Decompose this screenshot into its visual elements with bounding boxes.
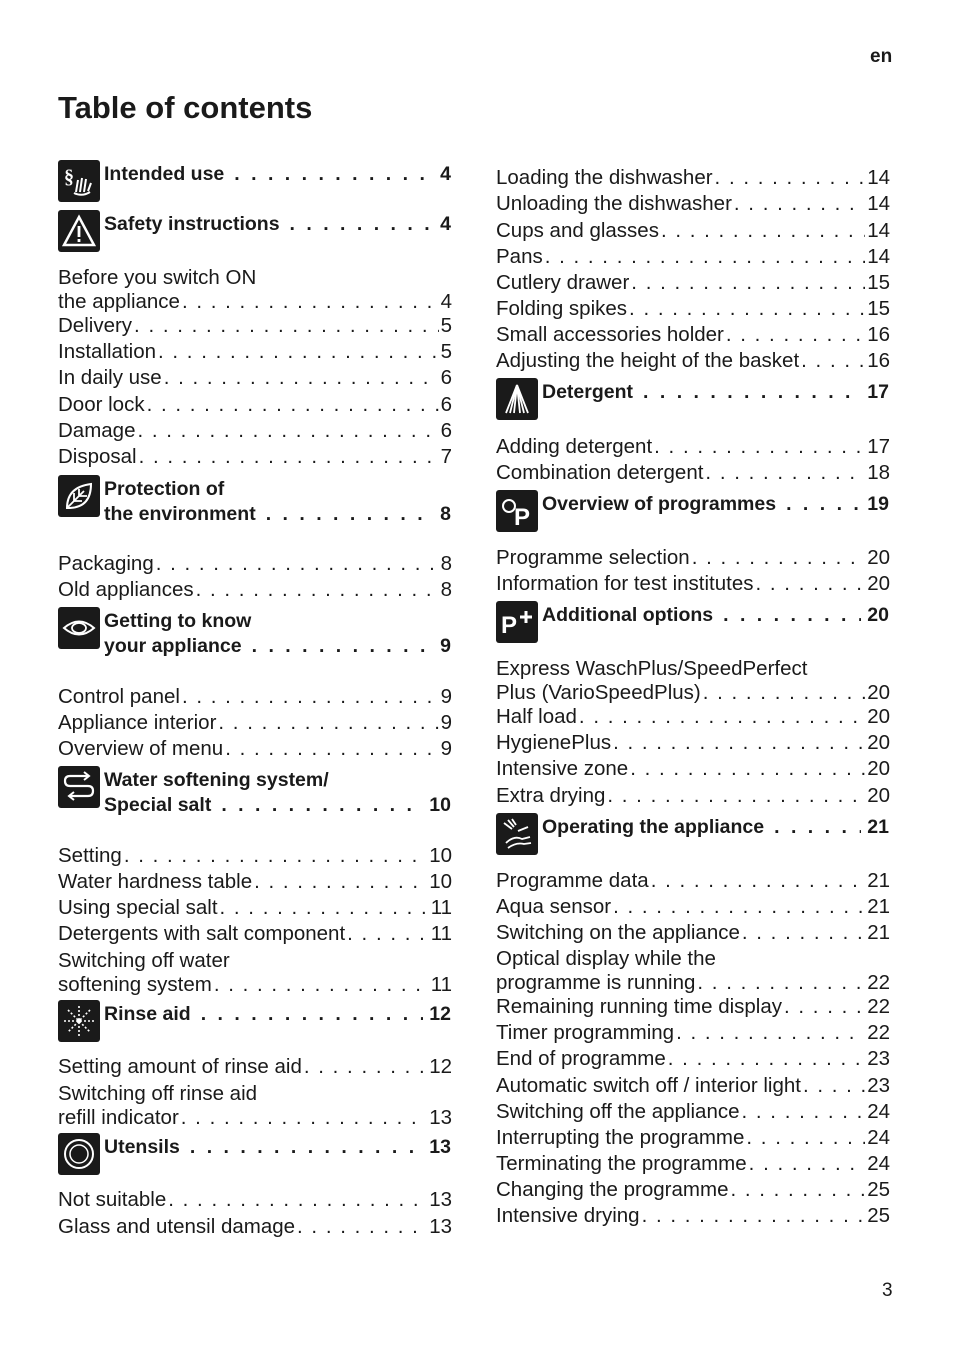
page-number: 8 xyxy=(440,503,451,525)
toc-entry-control-panel[interactable] xyxy=(58,685,452,709)
toc-section-safety[interactable] xyxy=(58,212,452,237)
section-title: Detergent xyxy=(542,381,634,403)
toc-entry-express-wasch[interactable] xyxy=(496,657,890,705)
toc-section-operating[interactable] xyxy=(496,815,890,840)
entry-label: Information for test institutes xyxy=(496,572,754,595)
entry-label: refill indicator xyxy=(58,1106,179,1129)
entry-label: Detergents with salt component xyxy=(58,922,346,945)
page-number: 12 xyxy=(429,1055,452,1078)
page-number: 22 xyxy=(867,1021,890,1044)
warning-triangle-icon xyxy=(58,210,100,252)
entry-label-line1: Switching off rinse aid xyxy=(58,1082,258,1105)
entry-label: Door lock xyxy=(58,393,145,416)
page-number: 20 xyxy=(867,757,890,780)
page-number: 12 xyxy=(429,1003,451,1025)
entry-label: Setting amount of rinse aid xyxy=(58,1055,302,1078)
page-number: 17 xyxy=(867,435,890,458)
page-number: 23 xyxy=(867,1047,890,1070)
toc-entry-cutlery-drawer[interactable] xyxy=(496,271,890,295)
entry-label: Extra drying xyxy=(496,784,606,807)
page-number: 20 xyxy=(867,546,890,569)
toc-entry-overview-menu[interactable] xyxy=(58,737,452,761)
eye-icon xyxy=(58,607,100,649)
entry-label: Half load xyxy=(496,705,577,728)
toc-entry-glass-damage[interactable] xyxy=(58,1215,452,1239)
entry-label: softening system xyxy=(58,973,212,996)
page-number: 22 xyxy=(867,971,890,994)
toc-section-intended-use[interactable] xyxy=(58,162,452,187)
toc-entry-half-load[interactable] xyxy=(496,705,890,729)
entry-label: Damage xyxy=(58,419,136,442)
page-number-footer: 3 xyxy=(882,1280,893,1301)
entry-label: Interrupting the programme xyxy=(496,1126,745,1149)
page-number: 14 xyxy=(867,192,890,215)
toc-entry-terminating[interactable] xyxy=(496,1152,890,1176)
section-title-line1: Getting to know xyxy=(104,610,252,632)
page-number: 9 xyxy=(440,711,452,734)
toc-entry-basket-height[interactable] xyxy=(496,349,890,373)
page-number: 8 xyxy=(440,552,452,575)
toc-entry-adding-detergent[interactable] xyxy=(496,435,890,459)
page-number: 4 xyxy=(440,213,451,235)
entry-label: Combination detergent xyxy=(496,461,704,484)
toc-entry-detergents-salt[interactable] xyxy=(58,922,452,946)
entry-label: the appliance xyxy=(58,290,180,313)
entry-label: Delivery xyxy=(58,314,133,337)
page-number: 13 xyxy=(429,1136,451,1158)
entry-label: Small accessories holder xyxy=(496,323,724,346)
toc-entry-small-accessories[interactable] xyxy=(496,323,890,347)
page-number: 18 xyxy=(867,461,890,484)
language-code: en xyxy=(870,46,893,67)
detergent-icon xyxy=(496,378,538,420)
entry-label: In daily use xyxy=(58,366,162,389)
page-number: 17 xyxy=(867,381,889,403)
toc-section-utensils[interactable] xyxy=(58,1135,452,1160)
toc-entry-extra-drying[interactable] xyxy=(496,784,890,808)
section-title: Overview of programmes xyxy=(542,493,777,515)
page-number: 20 xyxy=(867,731,890,754)
page-number: 11 xyxy=(430,896,452,919)
toc-entry-intensive-zone[interactable] xyxy=(496,757,890,781)
entry-label-line1: Switching off water xyxy=(58,949,230,972)
toc-entry-rinse-off[interactable] xyxy=(58,1082,452,1130)
page-number: 14 xyxy=(867,245,890,268)
page-number: 10 xyxy=(429,870,452,893)
section-title: the environment xyxy=(104,503,256,525)
entry-label: Unloading the dishwasher xyxy=(496,192,732,215)
entry-label: Switching on the appliance xyxy=(496,921,740,944)
section-title: Special salt xyxy=(104,794,212,816)
toc-entry-aqua-sensor[interactable] xyxy=(496,895,890,919)
entry-label: Pans xyxy=(496,245,543,268)
entry-label: Intensive drying xyxy=(496,1204,640,1227)
section-title-line1: Water softening system/ xyxy=(104,769,329,791)
entry-label: End of programme xyxy=(496,1047,666,1070)
page-number: 15 xyxy=(867,297,890,320)
toc-entry-switch-off-water[interactable] xyxy=(58,949,452,997)
water-softening-icon xyxy=(58,766,100,808)
entry-label: Overview of menu xyxy=(58,737,224,760)
toc-entry-switch-on[interactable] xyxy=(496,921,890,945)
entry-label: Changing the programme xyxy=(496,1178,729,1201)
toc-entry-timer[interactable] xyxy=(496,1021,890,1045)
toc-entry-loading[interactable] xyxy=(496,166,890,190)
page-number: 20 xyxy=(867,572,890,595)
section-title: Intended use xyxy=(104,163,225,185)
page-number: 24 xyxy=(867,1100,890,1123)
page-number: 14 xyxy=(867,166,890,189)
page-number: 10 xyxy=(429,844,452,867)
entry-label: Packaging xyxy=(58,552,154,575)
toc-section-rinse-aid[interactable] xyxy=(58,1002,452,1027)
page-number: 21 xyxy=(867,816,889,838)
entry-label: Glass and utensil damage xyxy=(58,1215,296,1238)
toc-section-detergent[interactable] xyxy=(496,380,890,405)
page-number: 6 xyxy=(440,366,452,389)
svg-text:P: P xyxy=(514,504,531,528)
page-number: 25 xyxy=(867,1178,890,1201)
page-number: 11 xyxy=(430,922,452,945)
toc-entry-combination-detergent[interactable] xyxy=(496,461,890,485)
entry-label-line1: Optical display while the xyxy=(496,947,716,970)
toc-entry-not-suitable[interactable] xyxy=(58,1188,452,1212)
page-number: 6 xyxy=(440,393,452,416)
toc-entry-setting[interactable] xyxy=(58,844,452,868)
entry-label: Loading the dishwasher xyxy=(496,166,713,189)
toc-entry-optical-display[interactable] xyxy=(496,947,890,995)
page-number: 20 xyxy=(867,784,890,807)
entry-label: Terminating the programme xyxy=(496,1152,747,1175)
entry-label: Setting xyxy=(58,844,122,867)
entry-label: Using special salt xyxy=(58,896,218,919)
toc-entry-programme-selection[interactable] xyxy=(496,546,890,570)
entry-label: Folding spikes xyxy=(496,297,628,320)
section-title: Additional options xyxy=(542,604,714,626)
toc-entry-water-hardness[interactable] xyxy=(58,870,452,894)
entry-label: Plus (VarioSpeedPlus) xyxy=(496,681,701,704)
section-title: Operating the appliance xyxy=(542,816,765,838)
sparkle-icon xyxy=(58,1000,100,1042)
entry-label: Automatic switch off / interior light xyxy=(496,1074,801,1097)
page-number: 23 xyxy=(867,1074,890,1097)
section-title: your appliance xyxy=(104,635,242,657)
page-number: 7 xyxy=(440,445,452,468)
toc-entry-packaging[interactable] xyxy=(58,552,452,576)
page-number: 21 xyxy=(867,921,890,944)
page-number: 20 xyxy=(867,604,889,626)
section-title: Utensils xyxy=(104,1136,180,1158)
page-number: 24 xyxy=(867,1152,890,1175)
toc-section-getting-to-know[interactable] xyxy=(58,609,452,659)
entry-label: Programme selection xyxy=(496,546,690,569)
toc-entry-damage[interactable] xyxy=(58,419,452,443)
page-number: 13 xyxy=(429,1215,452,1238)
entry-label: Control panel xyxy=(58,685,180,708)
page-number: 9 xyxy=(440,635,451,657)
page-number: 5 xyxy=(440,340,452,363)
toc-section-additional-options[interactable] xyxy=(496,603,890,639)
page-number: 20 xyxy=(867,681,890,704)
toc-entry-switch-off[interactable] xyxy=(496,1100,890,1124)
entry-label: Intensive zone xyxy=(496,757,629,780)
programme-p-icon xyxy=(496,490,538,532)
toc-entry-intensive-drying[interactable] xyxy=(496,1204,890,1228)
section-title: Rinse aid xyxy=(104,1003,191,1025)
page-number: 4 xyxy=(440,163,451,185)
entry-label: Installation xyxy=(58,340,157,363)
page-number: 11 xyxy=(430,973,452,996)
section-title: Safety instructions xyxy=(104,213,280,235)
page-number: 8 xyxy=(440,578,452,601)
entry-label: Old appliances xyxy=(58,578,194,601)
toc-entry-special-salt[interactable] xyxy=(58,896,452,920)
toc-entry-old-appliances[interactable] xyxy=(58,578,452,602)
page-number: 16 xyxy=(867,349,890,372)
toc-entry-pans[interactable] xyxy=(496,245,890,269)
svg-text:§: § xyxy=(64,166,74,188)
page-number: 6 xyxy=(440,419,452,442)
toc-entry-remaining-time[interactable] xyxy=(496,995,890,1019)
entry-label: Disposal xyxy=(58,445,137,468)
toc-entry-hygieneplus[interactable] xyxy=(496,731,890,755)
page-number: 15 xyxy=(867,271,890,294)
toc-entry-programme-data[interactable] xyxy=(496,869,890,893)
paragraph-hand-icon xyxy=(58,160,100,202)
toc-entry-appliance-interior[interactable] xyxy=(58,711,452,735)
page-number: 19 xyxy=(867,493,889,515)
toc-entry-delivery[interactable] xyxy=(58,314,452,338)
toc-entry-end-programme[interactable] xyxy=(496,1047,890,1071)
page-number: 25 xyxy=(867,1204,890,1227)
toc-entry-auto-switch-off[interactable] xyxy=(496,1074,890,1098)
page-number: 21 xyxy=(867,869,890,892)
entry-label: Switching off the appliance xyxy=(496,1100,740,1123)
toc-section-programmes[interactable] xyxy=(496,492,890,528)
entry-label: Cups and glasses xyxy=(496,219,659,242)
entry-label: Not suitable xyxy=(58,1188,167,1211)
entry-label: Aqua sensor xyxy=(496,895,612,918)
toc-entry-disposal[interactable] xyxy=(58,445,452,469)
plate-icon xyxy=(58,1133,100,1175)
toc-entry-changing[interactable] xyxy=(496,1178,890,1202)
entry-label: Water hardness table xyxy=(58,870,253,893)
leaf-icon xyxy=(58,475,100,517)
toc-entry-folding-spikes[interactable] xyxy=(496,297,890,321)
entry-label: Remaining running time display xyxy=(496,995,783,1018)
toc-entry-unloading[interactable] xyxy=(496,192,890,216)
page-title: Table of contents xyxy=(58,90,313,125)
entry-label: programme is running xyxy=(496,971,696,994)
page-number: 16 xyxy=(867,323,890,346)
entry-label: Adjusting the height of the basket xyxy=(496,349,800,372)
entry-label: Programme data xyxy=(496,869,649,892)
entry-label: Adding detergent xyxy=(496,435,653,458)
toc-section-environment[interactable] xyxy=(58,477,452,527)
entry-label: Timer programming xyxy=(496,1021,675,1044)
toc-entry-interrupting[interactable] xyxy=(496,1126,890,1150)
page-number: 24 xyxy=(867,1126,890,1149)
page-number: 10 xyxy=(429,794,451,816)
entry-label: Appliance interior xyxy=(58,711,217,734)
section-title-line1: Protection of xyxy=(104,478,225,500)
toc-entry-cups-glasses[interactable] xyxy=(496,219,890,243)
toc-entry-before-switch-on[interactable] xyxy=(58,266,452,314)
entry-label-line1: Before you switch ON xyxy=(58,266,257,289)
page-number: 13 xyxy=(429,1188,452,1211)
page-number: 20 xyxy=(867,705,890,728)
entry-label: HygienePlus xyxy=(496,731,612,754)
toc-entry-daily-use[interactable] xyxy=(58,366,452,390)
page-number: 13 xyxy=(429,1106,452,1129)
page-number: 9 xyxy=(440,685,452,708)
page-number: 5 xyxy=(440,314,452,337)
svg-text:P: P xyxy=(501,612,518,639)
toc-entry-test-institutes[interactable] xyxy=(496,572,890,596)
toc-entry-installation[interactable] xyxy=(58,340,452,364)
toc-entry-rinse-amount[interactable] xyxy=(58,1055,452,1079)
entry-label-line1: Express WaschPlus/SpeedPerfect xyxy=(496,657,808,680)
page-number: 4 xyxy=(440,290,452,313)
entry-label: Cutlery drawer xyxy=(496,271,630,294)
page-number: 9 xyxy=(440,737,452,760)
page-number: 14 xyxy=(867,219,890,242)
toc-entry-door-lock[interactable] xyxy=(58,393,452,417)
page-number: 22 xyxy=(867,995,890,1018)
page-number: 21 xyxy=(867,895,890,918)
hand-buttons-icon xyxy=(496,813,538,855)
toc-section-water-softening[interactable] xyxy=(58,768,452,818)
p-plus-icon xyxy=(496,601,538,643)
